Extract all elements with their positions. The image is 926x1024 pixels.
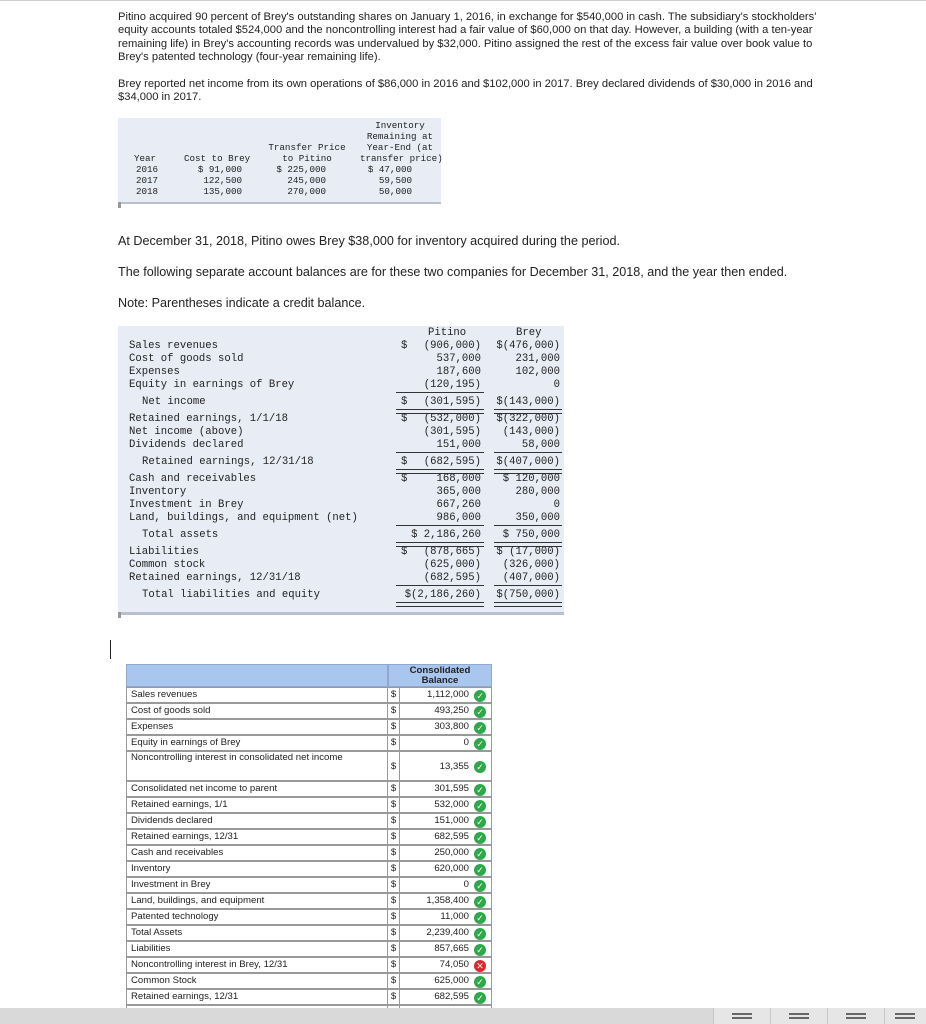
value-text: 620,000 <box>434 863 469 874</box>
value-text: 682,595 <box>434 991 469 1002</box>
label-column-header <box>126 664 388 687</box>
consolidated-row <box>126 703 492 719</box>
dollar-sign: $ <box>388 735 400 751</box>
consolidated-value-input[interactable] <box>400 909 492 925</box>
balance-label: Total assets <box>142 529 219 541</box>
row-label: Dividends declared <box>126 813 388 829</box>
brey-amount: $(476,000) <box>496 340 560 352</box>
value-text: 625,000 <box>434 975 469 986</box>
dollar-sign: $ <box>388 941 400 957</box>
more-button[interactable] <box>884 1008 926 1024</box>
consolidated-row <box>126 877 492 893</box>
consolidated-row <box>126 973 492 989</box>
balance-label: Inventory <box>129 486 187 498</box>
check-circle-icon: ✓ <box>474 928 486 940</box>
row-label: Land, buildings, and equipment <box>126 893 388 909</box>
inventory-cell-year: 2018 <box>135 186 158 197</box>
consolidated-value-input[interactable] <box>400 877 492 893</box>
balance-label: Expenses <box>129 366 180 378</box>
header-transfer: Transfer Price to Pitino <box>268 142 346 164</box>
pitino-amount: 151,000 <box>436 439 481 451</box>
consolidated-row <box>126 751 492 781</box>
balance-label: Net income <box>142 396 206 408</box>
inventory-cell-cost: 135,000 <box>203 186 242 197</box>
underline-rule <box>494 525 562 526</box>
consolidated-value-input[interactable] <box>400 703 492 719</box>
col-header-pitino: Pitino <box>428 327 467 339</box>
value-text: 1,358,400 <box>426 895 469 906</box>
underline-rule <box>494 452 562 453</box>
header-cost: Cost to Brey <box>184 153 251 164</box>
menu-button[interactable] <box>827 1008 884 1024</box>
check-circle-icon: ✓ <box>474 864 486 876</box>
consolidated-value-input[interactable] <box>400 973 492 989</box>
pitino-amount: $ 2,186,260 <box>411 529 481 541</box>
check-circle-icon: ✓ <box>474 722 486 734</box>
row-label: Patented technology <box>126 909 388 925</box>
consolidated-value-input[interactable] <box>400 813 492 829</box>
consolidated-value-input[interactable] <box>400 829 492 845</box>
consolidated-row <box>126 845 492 861</box>
table-corner <box>118 202 121 208</box>
problem-paragraph-1: Pitino acquired 90 percent of Brey's outstanding shares on January 1, 2016, in exchange for $540,000 in cash. The subsidiary's stockholders' equity accounts totaled $524,000 and the noncontrolling interest had a fair value of $60,000 on that day. However, a building (with a ten-year remaining life) in Brey's accounting records was undervalued by $32,000. Pitino assigned the rest of the excess fair value over book value to Brey's patented technology (four-year remaining life). <box>118 11 817 64</box>
consolidated-row <box>126 941 492 957</box>
consolidated-value-input[interactable] <box>400 989 492 1005</box>
consolidated-value-input[interactable] <box>400 797 492 813</box>
balance-label: Net income (above) <box>129 426 244 438</box>
brey-amount: (407,000) <box>502 572 560 584</box>
balance-label: Cash and receivables <box>129 473 257 485</box>
balance-label: Investment in Brey <box>129 499 244 511</box>
dollar-sign: $ <box>388 797 400 813</box>
pitino-amount: (906,000) <box>423 340 481 352</box>
inventory-cell-cost: 122,500 <box>203 175 242 186</box>
check-circle-icon: ✓ <box>474 912 486 924</box>
consolidated-row <box>126 893 492 909</box>
pitino-amount: 168,000 <box>436 473 481 485</box>
brey-amount: 231,000 <box>515 353 560 365</box>
pitino-dollar-sign: $ <box>401 340 408 352</box>
table-bottom-rule <box>118 202 441 204</box>
value-text: 250,000 <box>434 847 469 858</box>
row-label: Cash and receivables <box>126 845 388 861</box>
brey-amount: $(750,000) <box>496 589 560 601</box>
inventory-cell-inventory: 50,000 <box>378 186 412 197</box>
check-circle-icon: ✓ <box>474 896 486 908</box>
consolidated-value-input[interactable] <box>400 941 492 957</box>
consolidated-value-input[interactable] <box>400 925 492 941</box>
pitino-amount: (625,000) <box>423 559 481 571</box>
list-view-button[interactable] <box>713 1008 770 1024</box>
value-text: 493,250 <box>434 705 469 716</box>
check-circle-icon: ✓ <box>474 848 486 860</box>
dollar-sign: $ <box>388 909 400 925</box>
balance-label: Sales revenues <box>129 340 219 352</box>
value-text: 303,800 <box>434 721 469 732</box>
brey-amount: 102,000 <box>515 366 560 378</box>
row-label: Investment in Brey <box>126 877 388 893</box>
bottom-toolbar <box>0 1008 926 1024</box>
consolidated-balance-header: Consolidated Balance <box>388 664 492 687</box>
pitino-amount: (301,595) <box>423 426 481 438</box>
consolidated-row <box>126 687 492 703</box>
dollar-sign: $ <box>388 719 400 735</box>
row-label: Noncontrolling interest in consolidated net income <box>126 751 388 781</box>
pitino-amount: (532,000) <box>423 413 481 425</box>
value-text: 1,112,000 <box>427 689 469 700</box>
balance-label: Retained earnings, 1/1/18 <box>129 413 288 425</box>
row-label: Liabilities <box>126 941 388 957</box>
row-label: Noncontrolling interest in Brey, 12/31 <box>126 957 388 973</box>
check-circle-icon: ✓ <box>474 761 486 773</box>
consolidated-row <box>126 813 492 829</box>
consolidated-value-input[interactable] <box>400 687 492 703</box>
consolidated-row <box>126 797 492 813</box>
inventory-cell-inventory: 59,500 <box>378 175 412 186</box>
check-circle-icon: ✓ <box>474 880 486 892</box>
value-text: 74,050 <box>439 959 469 970</box>
balance-label: Land, buildings, and equipment (net) <box>129 512 358 524</box>
dollar-sign: $ <box>388 973 400 989</box>
double-rule <box>494 602 562 607</box>
consolidated-row <box>126 781 492 797</box>
balance-label: Common stock <box>129 559 206 571</box>
consolidated-value-input[interactable] <box>400 719 492 735</box>
balance-label: Dividends declared <box>129 439 244 451</box>
consolidated-row <box>126 719 492 735</box>
brey-amount: $(143,000) <box>496 396 560 408</box>
header-year: Year <box>134 153 157 164</box>
pitino-amount: (878,665) <box>423 546 481 558</box>
value-text: 11,000 <box>440 911 469 922</box>
inventory-cell-transfer: 270,000 <box>287 186 326 197</box>
consolidated-row <box>126 957 492 973</box>
inventory-cell-transfer: 245,000 <box>287 175 326 186</box>
dollar-sign: $ <box>388 829 400 845</box>
dollar-sign: $ <box>388 957 400 973</box>
check-circle-icon: ✓ <box>474 706 486 718</box>
dollar-sign: $ <box>388 925 400 941</box>
inventory-cell-year: 2017 <box>135 175 158 186</box>
row-label: Cost of goods sold <box>126 703 388 719</box>
x-circle-icon: ✕ <box>474 960 486 972</box>
dollar-sign: $ <box>388 781 400 797</box>
inventory-cell-transfer: $ 225,000 <box>276 164 326 175</box>
pitino-amount: 365,000 <box>436 486 481 498</box>
dollar-sign: $ <box>388 751 400 781</box>
row-label: Equity in earnings of Brey <box>126 735 388 751</box>
pitino-amount: 986,000 <box>436 512 481 524</box>
pitino-dollar-sign: $ <box>401 473 408 485</box>
pitino-dollar-sign: $ <box>401 546 408 558</box>
dollar-sign: $ <box>388 845 400 861</box>
underline-rule <box>396 452 484 453</box>
consolidated-row <box>126 909 492 925</box>
value-text: 2,239,400 <box>426 927 469 938</box>
check-circle-icon: ✓ <box>474 816 486 828</box>
inventory-cell-cost: $ 91,000 <box>197 164 242 175</box>
col-header-brey: Brey <box>516 327 542 339</box>
pitino-dollar-sign: $ <box>401 413 408 425</box>
note-parentheses: Note: Parentheses indicate a credit balance. <box>118 296 366 310</box>
value-text: 682,595 <box>434 831 469 842</box>
check-circle-icon: ✓ <box>474 784 486 796</box>
consolidated-row <box>126 829 492 845</box>
consolidated-row <box>126 925 492 941</box>
brey-amount: 0 <box>553 499 560 511</box>
inventory-cell-inventory: $ 47,000 <box>367 164 412 175</box>
consolidated-value-input[interactable] <box>400 781 492 797</box>
consolidated-value-input[interactable] <box>400 893 492 909</box>
consolidated-value-input[interactable] <box>400 735 492 751</box>
problem-paragraph-2: Brey reported net income from its own operations of $86,000 in 2016 and $102,000 in 2017. Brey declared dividends of $30,000 in 2016 and $34,000 in 2017. <box>118 78 813 104</box>
consolidated-value-input[interactable] <box>400 957 492 973</box>
brey-amount: $ (17,000) <box>496 546 560 558</box>
balance-label: Cost of goods sold <box>129 353 244 365</box>
dollar-sign: $ <box>388 877 400 893</box>
dollar-sign: $ <box>388 989 400 1005</box>
balance-label: Total liabilities and equity <box>142 589 321 601</box>
row-label: Inventory <box>126 861 388 877</box>
value-text: 13,355 <box>439 761 469 772</box>
pitino-amount: 187,600 <box>436 366 481 378</box>
brey-amount: $(322,000) <box>496 413 560 425</box>
top-divider <box>0 0 926 1</box>
brey-amount: 0 <box>553 379 560 391</box>
value-text: 301,595 <box>434 783 469 794</box>
inventory-cell-year: 2016 <box>135 164 158 175</box>
consolidated-row <box>126 861 492 877</box>
pitino-amount: (120,195) <box>423 379 481 391</box>
brey-amount: $ 750,000 <box>502 529 560 541</box>
check-circle-icon: ✓ <box>474 944 486 956</box>
check-circle-icon: ✓ <box>474 976 486 988</box>
underline-rule <box>494 585 562 586</box>
dollar-sign: $ <box>388 703 400 719</box>
row-label: Consolidated net income to parent <box>126 781 388 797</box>
balance-label: Retained earnings, 12/31/18 <box>142 456 314 468</box>
dollar-sign: $ <box>388 687 400 703</box>
row-label: Sales revenues <box>126 687 388 703</box>
row-label: Common Stock <box>126 973 388 989</box>
dollar-sign: $ <box>388 861 400 877</box>
notes-button[interactable] <box>770 1008 827 1024</box>
pitino-amount: (301,595) <box>423 396 481 408</box>
check-circle-icon: ✓ <box>474 690 486 702</box>
double-rule <box>396 602 484 607</box>
consolidated-row <box>126 735 492 751</box>
pitino-amount: (682,595) <box>423 572 481 584</box>
pitino-dollar-sign: $ <box>401 396 408 408</box>
brey-amount: 350,000 <box>515 512 560 524</box>
underline-rule <box>396 392 484 393</box>
inventory-transfer-table <box>118 118 441 204</box>
check-circle-icon: ✓ <box>474 832 486 844</box>
consolidated-row <box>126 989 492 1005</box>
row-label: Retained earnings, 12/31 <box>126 829 388 845</box>
brey-amount: $(407,000) <box>496 456 560 468</box>
pitino-amount: $(2,186,260) <box>404 589 481 601</box>
consolidated-value-input[interactable] <box>400 751 492 781</box>
row-label: Total Assets <box>126 925 388 941</box>
value-text: 0 <box>463 879 469 890</box>
brey-amount: (326,000) <box>502 559 560 571</box>
pitino-amount: 667,260 <box>436 499 481 511</box>
underline-rule <box>396 525 484 526</box>
balance-label: Retained earnings, 12/31/18 <box>129 572 301 584</box>
header-inventory: Inventory Remaining at Year-End (at transfer price) <box>360 120 443 164</box>
note-separate-balances: The following separate account balances are for these two companies for December 31, 2018, and the year then ended. <box>118 265 788 279</box>
value-text: 857,665 <box>434 943 469 954</box>
check-circle-icon: ✓ <box>474 992 486 1004</box>
value-text: 151,000 <box>434 815 469 826</box>
value-text: 532,000 <box>434 799 469 810</box>
dollar-sign: $ <box>388 893 400 909</box>
table-corner <box>118 612 121 618</box>
brey-amount: 58,000 <box>521 439 560 451</box>
check-circle-icon: ✓ <box>474 738 486 750</box>
brey-amount: $ 120,000 <box>502 473 560 485</box>
row-label: Retained earnings, 1/1 <box>126 797 388 813</box>
brey-amount: (143,000) <box>502 426 560 438</box>
text-cursor <box>110 640 111 659</box>
pitino-amount: (682,595) <box>423 456 481 468</box>
row-label: Retained earnings, 12/31 <box>126 989 388 1005</box>
dollar-sign: $ <box>388 813 400 829</box>
note-owed-inventory: At December 31, 2018, Pitino owes Brey $38,000 for inventory acquired during the period. <box>118 234 620 248</box>
balance-label: Liabilities <box>129 546 199 558</box>
pitino-dollar-sign: $ <box>401 456 408 468</box>
brey-amount: 280,000 <box>515 486 560 498</box>
underline-rule <box>396 585 484 586</box>
balance-label: Equity in earnings of Brey <box>129 379 295 391</box>
consolidated-value-input[interactable] <box>400 845 492 861</box>
check-circle-icon: ✓ <box>474 800 486 812</box>
value-text: 0 <box>463 737 469 748</box>
pitino-amount: 537,000 <box>436 353 481 365</box>
account-balances-table <box>118 326 564 616</box>
row-label: Expenses <box>126 719 388 735</box>
consolidated-value-input[interactable] <box>400 861 492 877</box>
